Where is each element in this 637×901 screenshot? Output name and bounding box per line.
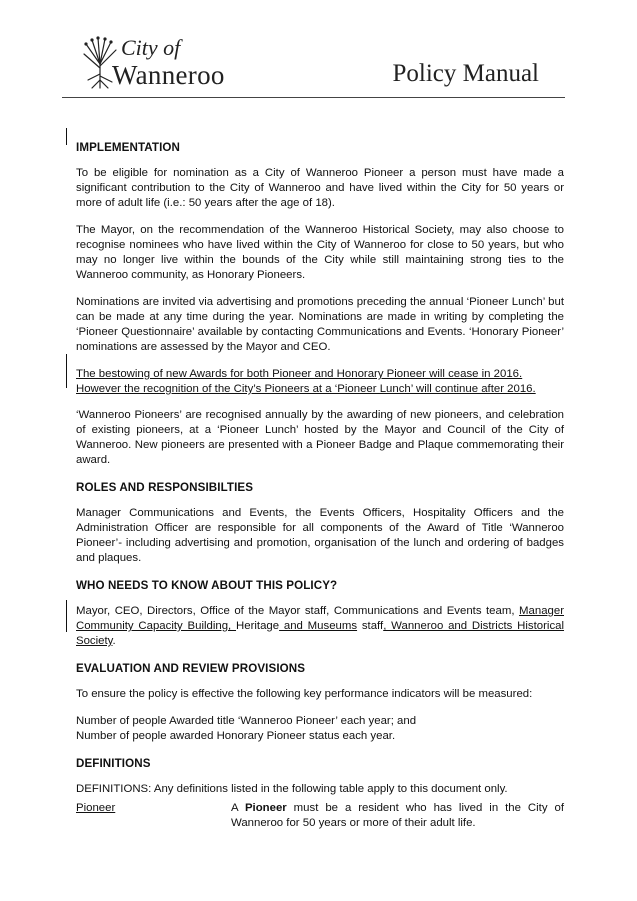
text-run: .	[112, 635, 116, 647]
paragraph-stakeholders	[76, 604, 564, 649]
kpi-item: Number of people awarded Honorary Pioneer status each year.	[76, 730, 396, 742]
kpi-list	[76, 714, 564, 744]
city-logo	[78, 30, 278, 92]
section-heading-definitions: DEFINITIONS	[76, 757, 151, 770]
kpi-item: Number of people Awarded title ‘Wanneroo Pioneer’ each year; and	[76, 715, 417, 727]
text-run: must be a resident who has lived in the City of Wanneroo for 50 years or more of their adult life.	[231, 802, 564, 829]
section-heading-roles: ROLES AND RESPONSIBILTIES	[76, 481, 254, 494]
definitions-intro: DEFINITIONS: Any definitions listed in the following table apply to this document only.	[76, 783, 508, 795]
amended-line: The bestowing of new Awards for both Pioneer and Honorary Pioneer will cease in 2016.	[76, 368, 523, 380]
definition-description	[231, 801, 564, 831]
document-type-title: Policy Manual	[392, 60, 539, 87]
section-heading-implementation: IMPLEMENTATION	[76, 141, 181, 154]
section-heading-who-needs-to-know: WHO NEEDS TO KNOW ABOUT THIS POLICY?	[76, 579, 338, 592]
paragraph: Manager Communications and Events, the Events Officers, Hospitality Officers and the Administration Officer are responsible for all components of the Award of Title ‘Wanneroo Pioneer’- including advertising and promotion, organisation of the lunch and ordering of badges and plaques.	[76, 507, 564, 564]
text-run: Heritage	[236, 620, 280, 632]
amended-text: and Museums	[279, 620, 358, 632]
amended-text: , Wanneroo and Districts Historical Society	[76, 620, 565, 647]
amended-paragraph	[76, 367, 564, 397]
change-bar	[66, 128, 67, 145]
amended-text: Manager Community Capacity Building,	[76, 605, 564, 632]
policy-content	[76, 140, 564, 831]
logo-wanneroo-text: Wanneroo	[112, 60, 225, 90]
text-run: A	[231, 802, 245, 814]
paragraph: To ensure the policy is effective the following key performance indicators will be measured:	[76, 688, 533, 700]
paragraph: The Mayor, on the recommendation of the Wanneroo Historical Society, may also choose to recognise nominees who have lived within the City of Wanneroo for close to 50 years, but who may no longer live within the bounds of the City while still maintaining strong ties to the Wanneroo community, as Honorary Pioneers.	[76, 224, 564, 281]
change-bar	[66, 600, 67, 632]
text-run: Mayor, CEO, Directors, Office of the Mayor staff, Communications and Events team,	[76, 605, 520, 617]
amended-line: However the recognition of the City’s Pioneers at a ‘Pioneer Lunch’ will continue after 2016.	[76, 383, 536, 395]
text-run: staff	[357, 620, 384, 632]
paragraph: ‘Wanneroo Pioneers’ are recognised annually by the awarding of new pioneers, and celebration of existing pioneers, at a ‘Pioneer Lunch’ hosted by the Mayor and Council of the City of Wanneroo. New pioneers are presented with a Pioneer Badge and Plaque commemorating their award.	[76, 409, 564, 466]
logo-city-text: City of	[121, 35, 181, 60]
paragraph: Nominations are invited via advertising and promotions preceding the annual ‘Pioneer Lunch’ but can be made at any time during the year. Nominations are made in writing by completing the ‘Pioneer Questionnaire’ available by contacting Communications and Events. ‘Honorary Pioneer’ nominations are assessed by the Mayor and CEO.	[76, 296, 564, 353]
bold-term: Pioneer	[244, 802, 287, 814]
header-divider	[62, 97, 565, 98]
section-heading-evaluation: EVALUATION AND REVIEW PROVISIONS	[76, 662, 306, 675]
definition-term: Pioneer	[76, 802, 116, 814]
change-bar	[66, 354, 67, 388]
definition-row	[76, 801, 564, 831]
paragraph: To be eligible for nomination as a City of Wanneroo Pioneer a person must have made a significant contribution to the City of Wanneroo and have lived within the City for 50 years or more of adult life (i.e.: 50 years after the age of 18).	[76, 167, 564, 209]
